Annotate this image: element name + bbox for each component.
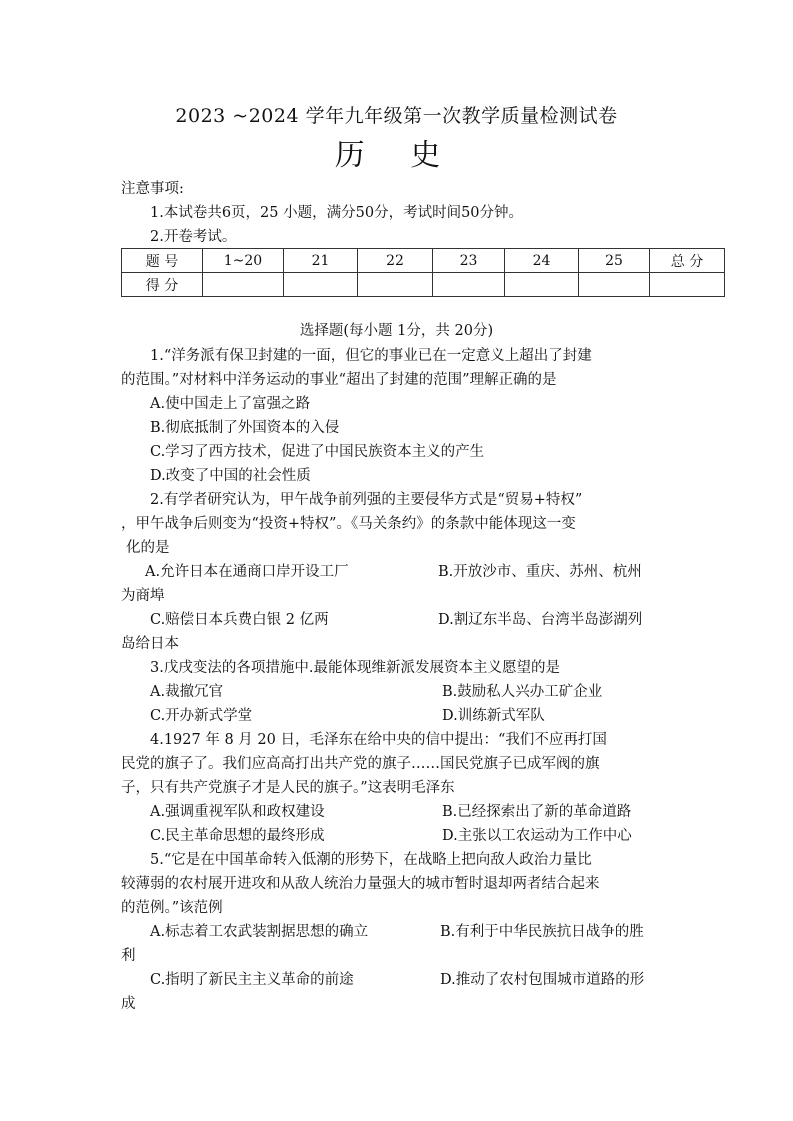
section-title: 选择题(每小题 1分，共 20分) (299, 323, 494, 339)
q4-option-b: B.已经探索出了新的革命道路 (442, 804, 632, 820)
notice-item-1: 1.本试卷共6页，25 小题，满分50分，考试时间50分钟。 (150, 205, 524, 221)
q2-option-a: A.允许日本在通商口岸开设工厂 (145, 564, 349, 580)
table-cell: 总 分 (650, 249, 725, 273)
notice-item-2: 2.开卷考试。 (150, 229, 237, 245)
q2-stem-line-3: 化的是 (126, 540, 170, 556)
q3-stem: 3.戊戌变法的各项措施中.最能体现维新派发展资本主义愿望的是 (150, 660, 560, 676)
q4-option-c: C.民主革命思想的最终形成 (150, 828, 325, 844)
table-cell: 25 (579, 249, 650, 273)
q4-stem-line-3: 子，只有共产党旗子才是人民的旗子。”这表明毛泽东 (121, 780, 455, 796)
q1-option-d: D.改变了中国的社会性质 (150, 468, 311, 484)
score-input-cell (358, 273, 433, 297)
exam-title: 2023 ~2024 学年九年级第一次教学质量检测试卷 (175, 105, 618, 127)
score-table (121, 248, 725, 297)
score-input-cell (650, 273, 725, 297)
q2-option-d: D.割辽东半岛、台湾半岛澎湖列 (438, 612, 643, 628)
q3-option-c: C.开办新式学堂 (150, 708, 253, 724)
q2-option-b-cont: 为商埠 (121, 588, 165, 604)
table-cell: 24 (505, 249, 579, 273)
q3-option-b: B.鼓励私人兴办工矿企业 (442, 684, 603, 700)
q5-option-a: A.标志着工农武装割据思想的确立 (150, 924, 369, 940)
score-input-cell (203, 273, 284, 297)
table-cell: 21 (284, 249, 358, 273)
score-input-cell (284, 273, 358, 297)
table-cell: 22 (358, 249, 433, 273)
q2-option-d-cont: 岛给日本 (121, 636, 179, 652)
q5-option-d: D.推动了农村包围城市道路的形 (440, 972, 645, 988)
score-table-score-row (122, 273, 725, 297)
table-cell: 题 号 (122, 249, 203, 273)
q3-option-a: A.裁撤冗官 (150, 684, 224, 700)
q5-stem-line-3: 的范例。”该范例 (121, 900, 223, 916)
q5-option-d-cont: 成 (121, 996, 136, 1012)
q5-option-c: C.指明了新民主主义革命的前途 (150, 972, 354, 988)
q1-option-b: B.彻底抵制了外国资本的入侵 (150, 420, 340, 436)
table-cell: 1~20 (203, 249, 284, 273)
score-input-cell (579, 273, 650, 297)
q1-stem-line-2: 的范围。”对材料中洋务运动的事业“超出了封建的范围”理解正确的是 (121, 372, 557, 388)
q4-stem-line-1: 4.1927 年 8 月 20 日，毛泽东在给中央的信中提出：“我们不应再打国 (150, 732, 607, 748)
q5-stem-line-2: 较薄弱的农村展开进攻和从敌人统治力量强大的城市暂时退却两者结合起来 (121, 876, 600, 892)
q4-option-d: D.主张以工农运动为工作中心 (442, 828, 632, 844)
q5-option-b: B.有利于中华民族抗日战争的胜 (440, 924, 644, 940)
q5-stem-line-1: 5.“它是在中国革命转入低潮的形势下，在战略上把向敌人政治力量比 (150, 852, 592, 868)
q2-stem-line-2: ，甲午战争后则变为“投资+特权”。《马关条约》的条款中能体现这一变 (121, 516, 576, 532)
q1-option-c: C.学习了西方技术，促进了中国民族资本主义的产生 (150, 444, 485, 460)
notice-heading: 注意事项: (121, 181, 184, 197)
q1-option-a: A.使中国走上了富强之路 (150, 396, 311, 412)
subject-title: 历 史 (334, 138, 459, 173)
table-cell: 得 分 (122, 273, 203, 297)
q1-stem-line-1: 1.“洋务派有保卫封建的一面，但它的事业已在一定意义上超出了封建 (150, 348, 592, 364)
q2-option-b: B.开放沙市、重庆、苏州、杭州 (438, 564, 642, 580)
table-cell: 23 (433, 249, 505, 273)
q5-option-b-cont: 利 (121, 948, 136, 964)
q3-option-d: D.训练新式军队 (442, 708, 545, 724)
score-table-header-row (122, 249, 725, 273)
score-input-cell (505, 273, 579, 297)
q4-stem-line-2: 民党的旗子了。我们应高高打出共产党的旗子……国民党旗子已成军阀的旗 (121, 756, 600, 772)
q4-option-a: A.强调重视军队和政权建设 (150, 804, 325, 820)
q2-option-c: C.赔偿日本兵费白银 2 亿两 (150, 612, 329, 628)
q2-stem-line-1: 2.有学者研究认为，甲午战争前列强的主要侵华方式是“贸易+特权” (150, 492, 583, 508)
score-input-cell (433, 273, 505, 297)
